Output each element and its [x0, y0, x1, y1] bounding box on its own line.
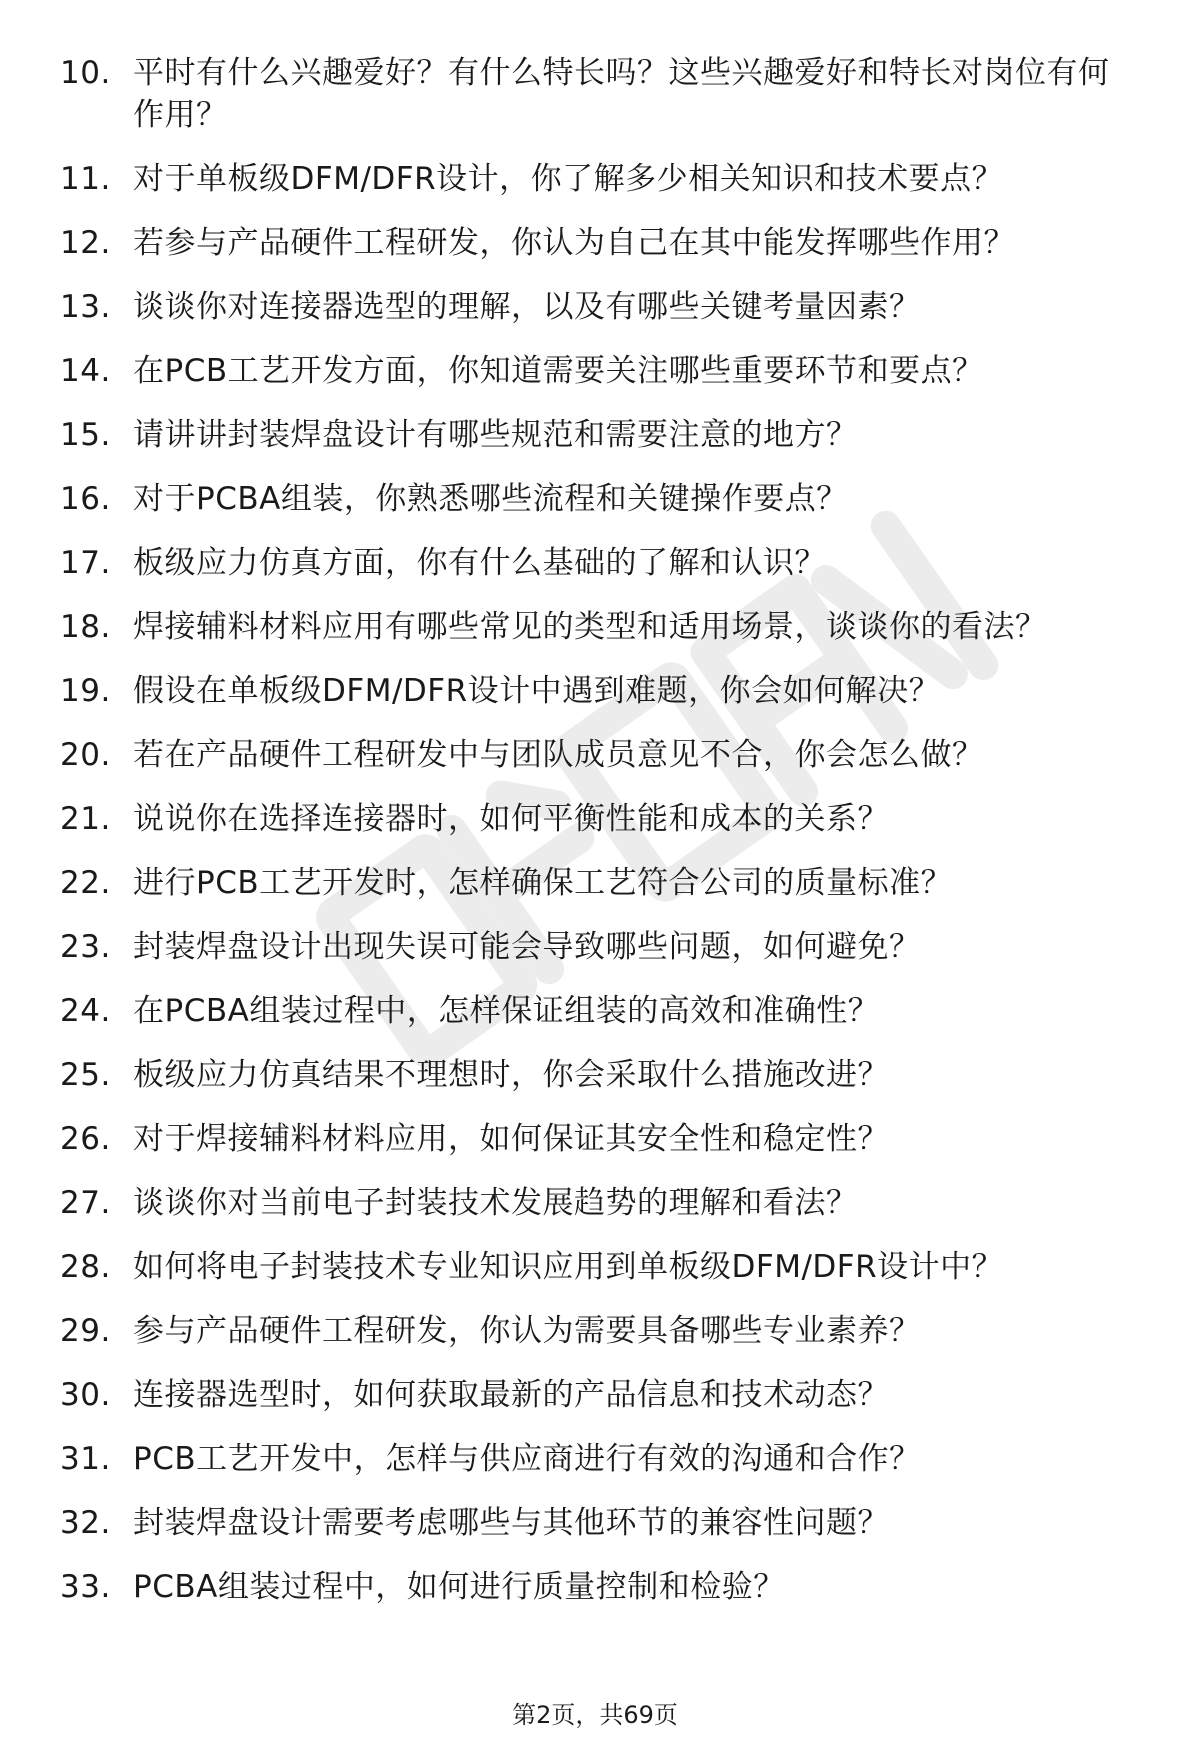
question-text: 若参与产品硬件工程研发，你认为自己在其中能发挥哪些作用？: [133, 225, 1015, 261]
question-text: 对于PCBA组装，你熟悉哪些流程和关键操作要点？: [133, 481, 848, 517]
list-item: [0, 1374, 1190, 1416]
list-item: [0, 350, 1190, 392]
question-text: 请讲讲封装焊盘设计有哪些规范和需要注意的地方？: [133, 417, 858, 453]
question-text: 在PCBA组装过程中，怎样保证组装的高效和准确性？: [133, 993, 880, 1029]
question-text: 谈谈你对当前电子封装技术发展趋势的理解和看法？: [133, 1185, 858, 1221]
list-item: [0, 542, 1190, 584]
question-text: PCB工艺开发中，怎样与供应商进行有效的沟通和合作？: [133, 1441, 921, 1477]
list-item: [0, 1438, 1190, 1480]
list-item: [0, 990, 1190, 1032]
question-text: 假设在单板级DFM/DFR设计中遇到难题，你会如何解决？: [133, 673, 941, 709]
question-number: 12.: [60, 225, 111, 261]
question-number: 28.: [60, 1249, 111, 1285]
question-number: 21.: [60, 801, 111, 837]
question-text: 说说你在选择连接器时，如何平衡性能和成本的关系？: [133, 801, 889, 837]
question-text: 平时有什么兴趣爱好？有什么特长吗？这些兴趣爱好和特长对岗位有何作用？: [133, 55, 1110, 133]
list-item: [0, 670, 1190, 712]
question-text: 若在产品硬件工程研发中与团队成员意见不合，你会怎么做？: [133, 737, 984, 773]
question-text: 对于焊接辅料材料应用，如何保证其安全性和稳定性？: [133, 1121, 889, 1157]
question-text: 如何将电子封装技术专业知识应用到单板级DFM/DFR设计中？: [133, 1249, 1004, 1285]
question-number: 20.: [60, 737, 111, 773]
question-number: 13.: [60, 289, 111, 325]
list-item: [0, 1502, 1190, 1544]
question-number: 22.: [60, 865, 111, 901]
list-item: [0, 414, 1190, 456]
list-item: [0, 926, 1190, 968]
question-number: 30.: [60, 1377, 111, 1413]
question-text: 焊接辅料材料应用有哪些常见的类型和适用场景，谈谈你的看法？: [133, 609, 1047, 645]
question-number: 14.: [60, 353, 111, 389]
question-number: 31.: [60, 1441, 111, 1477]
question-text: PCBA组装过程中，如何进行质量控制和检验？: [133, 1569, 785, 1605]
question-number: 33.: [60, 1569, 111, 1605]
page-indicator: 第2页，共69页: [512, 1701, 678, 1729]
question-text: 板级应力仿真方面，你有什么基础的了解和认识？: [133, 545, 826, 581]
list-item: [0, 286, 1190, 328]
list-item: [0, 1118, 1190, 1160]
question-number: 25.: [60, 1057, 111, 1093]
list-item: [0, 734, 1190, 776]
question-text: 板级应力仿真结果不理想时，你会采取什么措施改进？: [133, 1057, 889, 1093]
question-number: 11.: [60, 161, 111, 197]
list-item: [0, 1310, 1190, 1352]
question-number: 29.: [60, 1313, 111, 1349]
question-text: 对于单板级DFM/DFR设计，你了解多少相关知识和技术要点？: [133, 161, 1004, 197]
list-item: [0, 52, 1190, 136]
question-text: 进行PCB工艺开发时，怎样确保工艺符合公司的质量标准？: [133, 865, 953, 901]
question-number: 27.: [60, 1185, 111, 1221]
list-item: [0, 1182, 1190, 1224]
question-number: 19.: [60, 673, 111, 709]
question-number: 16.: [60, 481, 111, 517]
question-text: 参与产品硬件工程研发，你认为需要具备哪些专业素养？: [133, 1313, 921, 1349]
question-number: 17.: [60, 545, 111, 581]
question-number: 24.: [60, 993, 111, 1029]
list-item: [0, 1246, 1190, 1288]
question-text: 封装焊盘设计需要考虑哪些与其他环节的兼容性问题？: [133, 1505, 889, 1541]
question-text: 谈谈你对连接器选型的理解，以及有哪些关键考量因素？: [133, 289, 921, 325]
list-item: [0, 862, 1190, 904]
list-item: [0, 478, 1190, 520]
question-number: 18.: [60, 609, 111, 645]
question-number: 15.: [60, 417, 111, 453]
list-item: [0, 1054, 1190, 1096]
question-list: [0, 52, 1190, 1630]
question-number: 26.: [60, 1121, 111, 1157]
question-text: 封装焊盘设计出现失误可能会导致哪些问题，如何避免？: [133, 929, 921, 965]
list-item: [0, 798, 1190, 840]
question-number: 23.: [60, 929, 111, 965]
list-item: [0, 606, 1190, 648]
list-item: [0, 1566, 1190, 1608]
list-item: [0, 158, 1190, 200]
question-text: 连接器选型时，如何获取最新的产品信息和技术动态？: [133, 1377, 889, 1413]
question-number: 10.: [60, 55, 111, 91]
list-item: [0, 222, 1190, 264]
question-number: 32.: [60, 1505, 111, 1541]
question-text: 在PCB工艺开发方面，你知道需要关注哪些重要环节和要点？: [133, 353, 984, 389]
